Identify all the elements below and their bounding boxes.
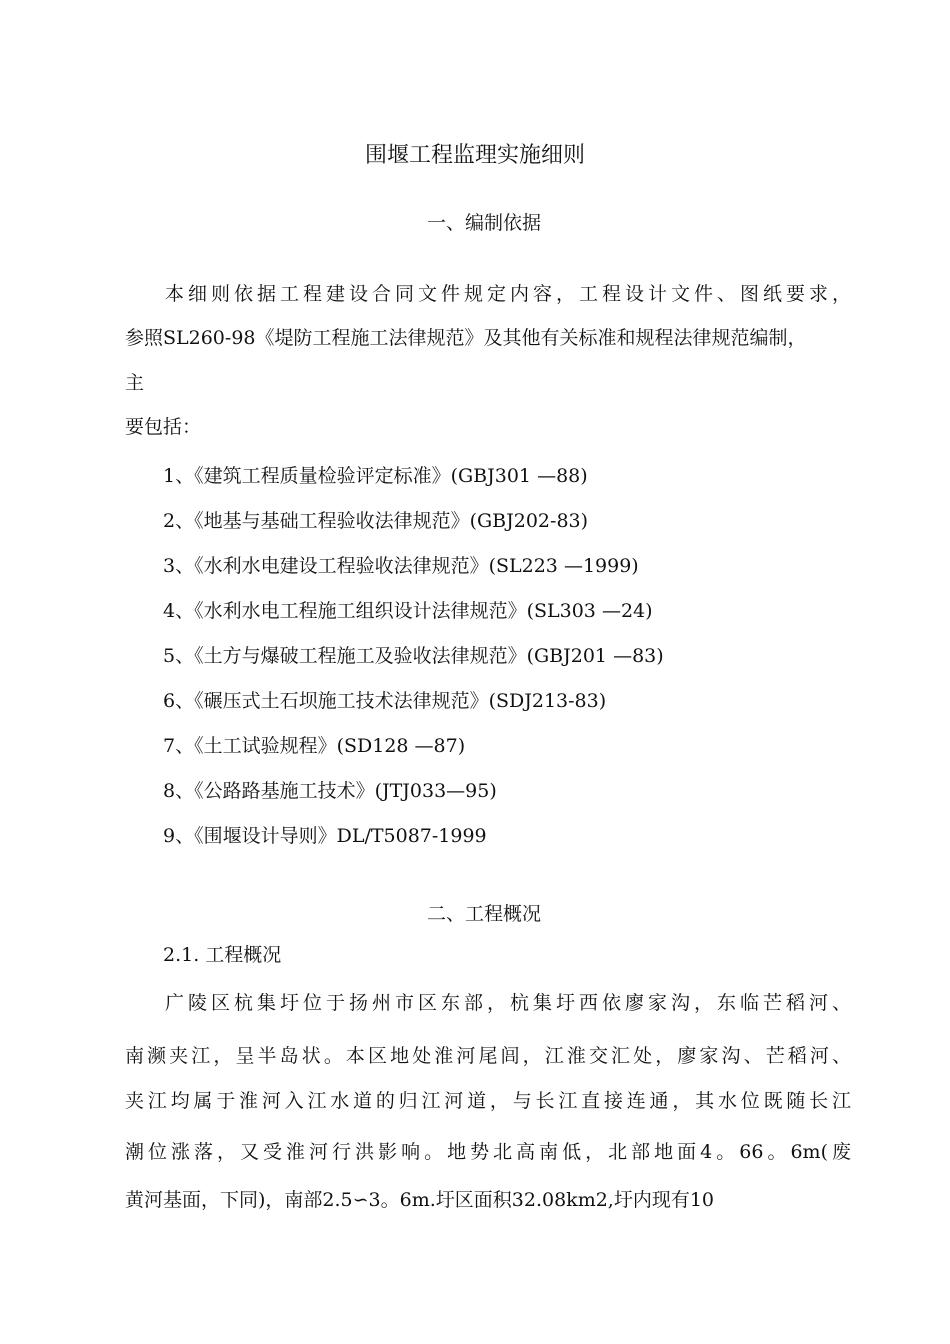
document-title: 围堰工程监理实施细则	[365, 143, 586, 168]
reference-item-4: 4、《水利水电工程施工组织设计法律规范》(SL303 —24)	[163, 600, 653, 622]
reference-item-2: 2、《地基与基础工程验收法律规范》(GBJ202-83)	[163, 510, 589, 532]
intro-line-4: 要包括：	[125, 416, 202, 438]
reference-item-3: 3、《水利水电建设工程验收法律规范》(SL223 —1999)	[163, 555, 639, 577]
reference-item-7: 7、《土工试验规程》(SD128 —87)	[163, 735, 466, 757]
section2-sub-heading: 2.1. 工程概况	[163, 944, 282, 966]
reference-item-5: 5、《土方与爆破工程施工及验收法律规范》(GBJ201 —83)	[163, 645, 664, 667]
intro-line-1: 本细则依据工程建设合同文件规定内容，工程设计文件、图纸要求，	[165, 283, 851, 305]
section1-heading: 一、编制依据	[427, 212, 542, 234]
reference-item-6: 6、《碾压式土石坝施工技术法律规范》(SDJ213-83)	[163, 690, 607, 712]
overview-line-3: 夹江均属于淮河入江水道的归江河道，与长江直接连通，其水位既随长江	[125, 1090, 851, 1112]
overview-line-4: 潮位涨落，又受淮河行洪影响。地势北高南低，北部地面4。66。6m(废	[125, 1141, 851, 1163]
intro-line-2: 参照SL260-98《堤防工程施工法律规范》及其他有关标准和规程法律规范编制，	[125, 327, 807, 349]
overview-line-1: 广陵区杭集圩位于扬州市区东部，杭集圩西依廖家沟，东临芒稻河、	[165, 992, 851, 1014]
reference-item-9: 9、《围堰设计导则》DL/T5087-1999	[163, 825, 487, 847]
intro-line-3: 主	[125, 372, 145, 394]
section2-heading: 二、工程概况	[427, 903, 542, 925]
reference-item-1: 1、《建筑工程质量检验评定标准》(GBJ301 —88)	[163, 465, 588, 487]
overview-line-2: 南濒夹江，呈半岛状。本区地处淮河尾闾，江淮交汇处，廖家沟、芒稻河、	[125, 1045, 851, 1067]
overview-line-5: 黄河基面，下同)，南部2.5∽3。6m.圩区面积32.08km2,圩内现有10	[125, 1189, 715, 1211]
reference-item-8: 8、《公路路基施工技术》(JTJ033—95)	[163, 780, 497, 802]
